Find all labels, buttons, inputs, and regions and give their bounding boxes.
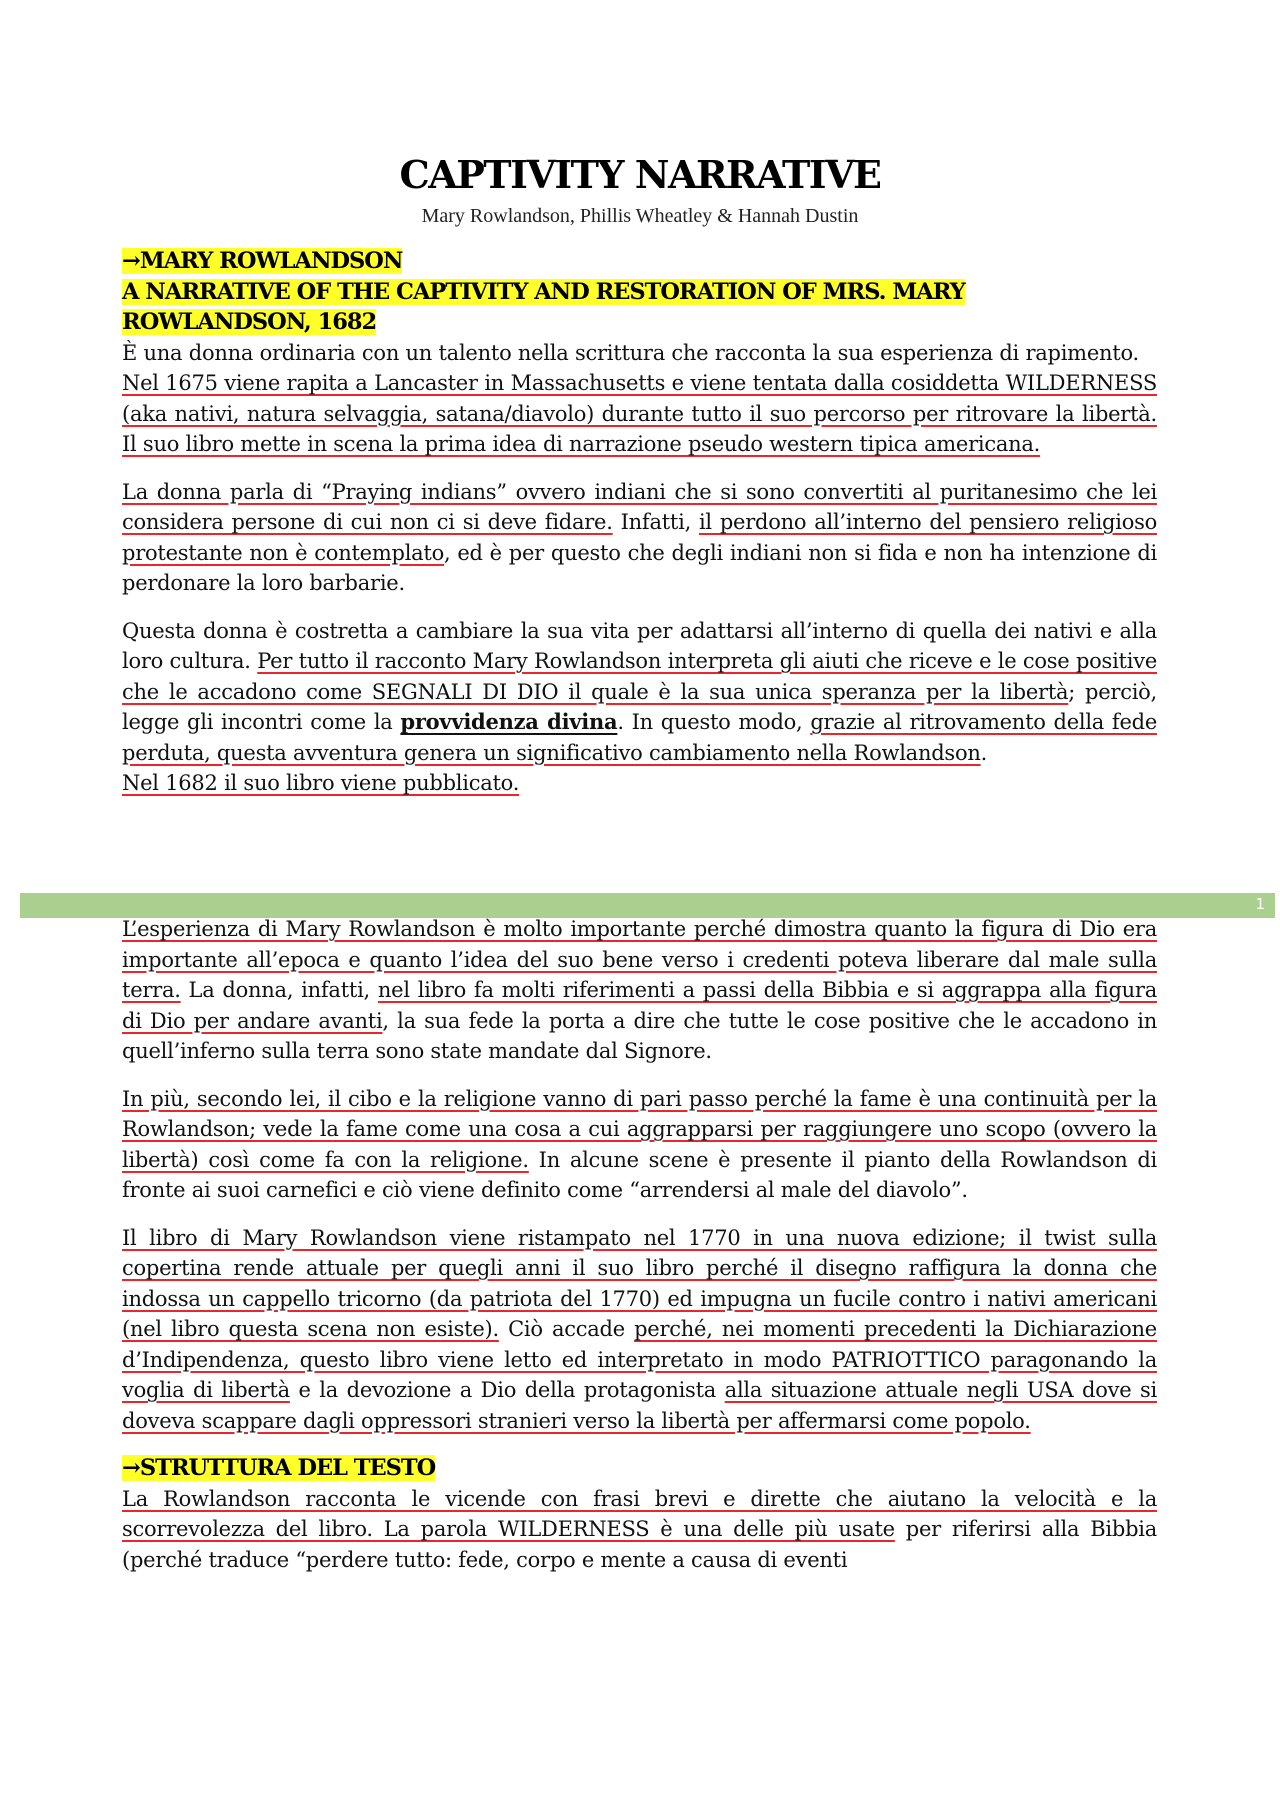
text-run: Ciò accade [498, 1317, 635, 1341]
document-subtitle: Mary Rowlandson, Phillis Wheatley & Hannah Dustin [421, 205, 859, 227]
text-run: Infatti, [612, 510, 699, 534]
paragraph [122, 1484, 1157, 1576]
text-run: In alcune scene è presente il pianto della Rowlandson di fronte ai suoi carnefici e ciò viene definito come “arrendersi al male del diavolo”. [122, 1147, 1157, 1202]
text-run: La donna, infatti, [180, 978, 378, 1002]
page-number: 1 [1255, 895, 1265, 913]
paragraph [122, 768, 1157, 799]
bold-underlined-text: provvidenza divina [400, 709, 618, 734]
underlined-text: alla situazione attuale negli USA dove si doveva scappare dagli oppressori stranieri verso la libertà per affermarsi come popolo. [122, 1378, 1157, 1433]
paragraph [122, 914, 1157, 1067]
underlined-text: L’esperienza di Mary Rowlandson è molto importante perché dimostra quanto la figura di Dio era importante all’epoca e quanto l’idea del suo bene verso i credenti poteva liberare dal male sulla terra. [122, 917, 1157, 1002]
heading-highlight: A NARRATIVE OF THE CAPTIVITY AND RESTORATION OF MRS. MARY ROWLANDSON, 1682 [122, 278, 965, 335]
underlined-text: il perdono all’interno del pensiero religioso protestante non è contemplato [122, 510, 1158, 565]
text-run: e la devozione a Dio della protagonista [289, 1378, 725, 1402]
paragraph [122, 616, 1157, 769]
book-title-heading [122, 277, 1157, 338]
underlined-text: perché, nei momenti precedenti la Dichiarazione d’Indipendenza, questo libro viene letto ed interpretato in modo PATRIOTTICO paragonando la voglia di libertà [122, 1317, 1157, 1402]
text-run: per riferirsi alla Bibbia (perché traduce “perdere tutto: fede, corpo e mente a causa di eventi [122, 1517, 1157, 1572]
underlined-text: La donna parla di “Praying indians” ovvero indiani che si sono convertiti al puritanesimo che lei considera persone di cui non ci si deve fidare. [122, 479, 1157, 534]
underlined-text: Nel 1682 il suo libro viene pubblicato. [122, 771, 520, 795]
paragraph: È una donna ordinaria con un talento nella scrittura che racconta la sua esperienza di rapimento. [122, 340, 1139, 365]
document-title: CAPTIVITY NARRATIVE [399, 152, 881, 197]
underlined-text: Per tutto il racconto Mary Rowlandson interpreta gli aiuti che riceve e le cose positive che le accadono come SEGNALI DI DIO il quale è la sua unica speranza per la libertà [122, 649, 1157, 704]
text-run: , ed è per questo che degli indiani non si fida e non ha intenzione di perdonare la loro barbarie. [122, 540, 1157, 595]
section-heading [122, 246, 1157, 277]
underlined-text: In più, secondo lei, il cibo e la religione vanno di pari passo perché la fame è una continuità per la Rowlandson; vede la fame come una cosa a cui aggrapparsi per raggiungere uno scopo (ovvero la libertà) così come fa con la religione. [122, 1086, 1157, 1172]
text-run: . In questo modo, [617, 710, 811, 734]
text-run: , la sua fede la porta a dire che tutte le cose positive che le accadono in quell’inferno sulla terra sono state mandate dal Signore. [122, 1008, 1157, 1063]
paragraph [122, 1223, 1157, 1437]
section-heading [122, 1453, 1157, 1484]
heading-highlight: →MARY ROWLANDSON [122, 248, 403, 274]
text-run: . [980, 740, 988, 765]
underlined-text: Nel 1675 viene rapita a Lancaster in Massachusetts e viene tentata dalla cosiddetta WILDERNESS (aka nativi, natura selvaggia, satana/diavolo) durante tutto il suo percorso per ritrovare la libertà. Il suo libro mette in scena la prima idea di narrazione pseudo western tipica americana. [122, 371, 1157, 456]
underlined-text: nel libro fa molti riferimenti a passi della Bibbia e si aggrappa alla figura di Dio per andare avanti [122, 978, 1157, 1033]
underlined-text: Il libro di Mary Rowlandson viene ristampato nel 1770 in una nuova edizione; il twist sulla copertina rende attuale per quegli anni il suo libro perché il disegno raffigura la donna che indossa un cappello tricorno (da patriota del 1770) ed impugna un fucile contro i nativi americani (nel libro questa scena non esiste). [122, 1225, 1157, 1341]
heading-highlight: →STRUTTURA DEL TESTO [122, 1455, 436, 1481]
content-block-bottom [122, 914, 1157, 1575]
paragraph [122, 368, 1157, 460]
paragraph [122, 1084, 1157, 1206]
underlined-text: grazie al ritrovamento della fede perduta, questa avventura genera un significativo cambiamento nella Rowlandson [122, 710, 1157, 765]
content-block-top [122, 246, 1157, 799]
underlined-text: La Rowlandson racconta le vicende con frasi brevi e dirette che aiutano la velocità e la scorrevolezza del libro. La parola WILDERNESS è una delle più usate [122, 1486, 1157, 1541]
text-run: Questa donna è costretta a cambiare la sua vita per adattarsi all’interno di quella dei nativi e alla loro cultura. [122, 618, 1157, 673]
paragraph [122, 477, 1157, 599]
text-run: ; perciò, legge gli incontri come la [122, 679, 1157, 734]
